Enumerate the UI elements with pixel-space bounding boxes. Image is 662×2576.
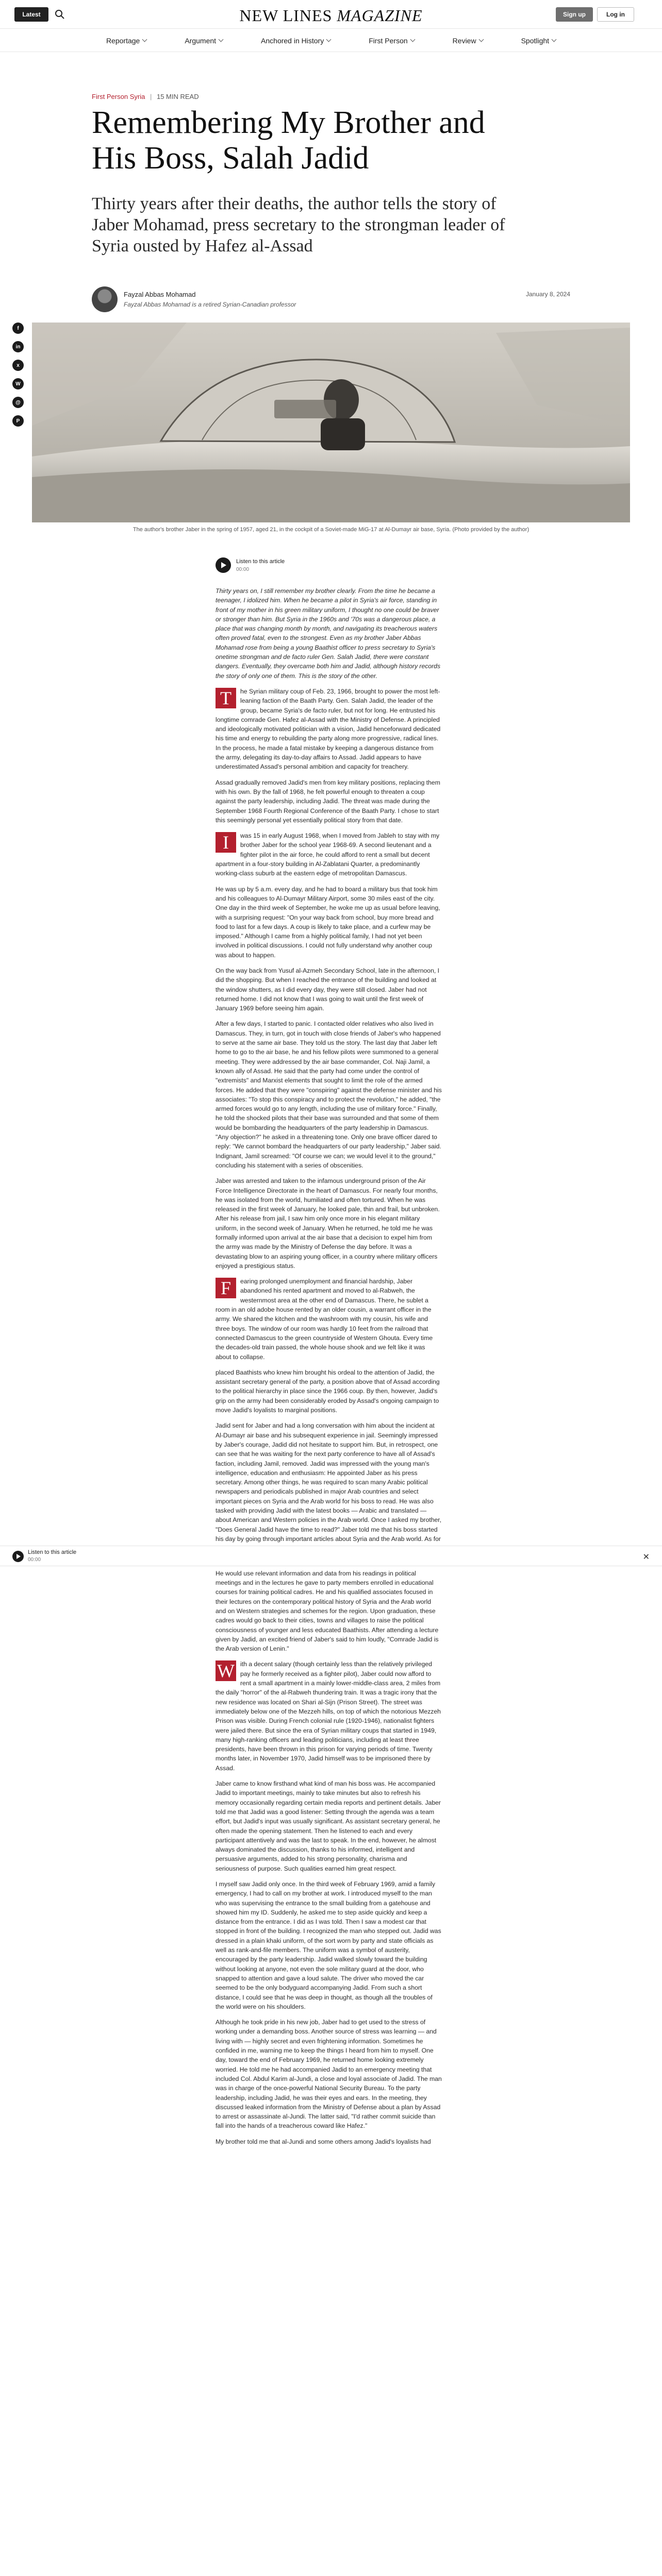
article-paragraph: placed Baathists who knew him brought his ordeal to the attention of Jadid, the assistant secretary general of the party, a position above that of Assad according to the political hierarchy in place since the 1966 coup. By then, however, Jadid's grip on the army had been considerably eroded by Assad's ongoing campaign to move Jadid's loyalists to marginal positions. [216,1368,440,1414]
article-paragraph: Although he took pride in his new job, Jaber had to get used to the stress of working under a demanding boss. Another source of stress was learning — and living with — highly secret and even frightening information. Sometimes he confided in me, warning me to keep the things I heard from him to myself. One day, toward the end of February 1969, he returned home looking extremely worried. He told me he had accompanied Jadid to an emergency meeting that included Col. Abdul Karim al-Jundi, a close and loyal associate of Jadid. The man was in charge of the once-powerful National Security Bureau. To the party leadership, including Jadid, he was their eyes and ears. In the meeting, they discussed leaked information from the Ministry of Defense about a plan by Assad to arrest or assassinate al-Jundi. The latter said, "I'd rather commit suicide than fall into the hands of a treacherous coward like Hafez." [216,2019,442,2130]
article-paragraph: Jaber was arrested and taken to the infamous underground prison of the Air Force Intelligence Directorate in the heart of Damascus. For nearly four months, he was isolated from the world, humiliated and often tortured. When he was released in the first week of January, he looked pale, thin and frail, but unbroken. After his release from jail, I saw him only once more in his elegant military uniform, in the second week of January. When he returned, he told me he was formally informed upon arrival at the air base that a decision to expel him from the army was made by the Ministry of Defense the day before. It was a devastating blow to an aspiring young officer, in a country where military officers enjoyed a prestigious status. [216,1177,440,1269]
kicker-separator: | [150,93,152,100]
paragraph-text: earing prolonged unemployment and financial hardship, Jaber abandoned his rented apartment and moved to al-Rabweh, the westernmost area at the other end of Damascus. There, he sublet a room in an old adobe house rented by an older cousin, a warrant officer in the army. We shared the kitchen and the washroom with my cousin, his wife and three boys. The window of our room was hardly 10 feet from the railroad that connected Damascus to the green countryside of Western Ghouta. Every time the decades-old train passed, the whole house shook and we felt like it was about to collapse. [216,1278,433,1361]
site-logo[interactable]: NEW LINES MAGAZINE [239,6,423,25]
facebook-icon[interactable]: f [12,323,24,334]
chevron-down-icon [326,37,332,42]
article-paragraph: He was up by 5 a.m. every day, and he had to board a military bus that took him and his colleagues to Al-Dumayr Military Airport, some 30 miles east of the city. One day in the third week of September, he woke me up as usual before leaving, with a surprising request: "On your way back from school, buy more bread and food to last for a few days. A coup is likely to take place, and a curfew may be imposed." Although I came from a highly political family, I had not yet been involved in political discussions. I could not fully understand why another coup was about to happen. [216,885,440,959]
drop-cap: W [216,1660,236,1681]
play-icon[interactable] [216,557,231,573]
sticky-audio-bar [0,1546,662,1566]
article-title: Remembering My Brother and His Boss, Salah Jadid [92,105,485,176]
article-paragraph: Jadid sent for Jaber and had a long conversation with him about the incident at Al-Dumayr air base and his subsequent experience in jail. Seemingly impressed by Jaber's courage, Jadid did not hesitate to support him. But, in retrospect, one can see that he was waiting for the next party conference to have all of Assad's faction, including Jamil, removed. Jadid was impressed with the young man's intelligence, education and enthusiasm: He appointed Jaber as his press secretary. Among other things, he was required to scan many Arabic political newspapers and periodicals published in major Arab countries and select important pieces on Syria and the Arab world for his boss to read. He was also tasked with providing Jadid with the latest books — Arabic and translated — about American and Western policies in the Arab world. Once I asked my brother, "Does General Jadid have the time to read?" Jaber told me that his boss started his day by going through important articles about Syria and the Arab world. As for [216,1422,442,1543]
article-paragraph: My brother told me that al-Jundi and some others among Jadid's loyalists had [216,2138,431,2145]
drop-cap: T [216,688,236,708]
article-paragraph: After a few days, I started to panic. I contacted older relatives who also lived in Damascus. They, in turn, got in touch with close friends of Jaber's who happened to serve at the same air base. They told us the story. The last day that Jaber left home to go to the air base, he and his fellow pilots were summoned to a general meeting. They were addressed by the air base commander, Col. Naji Jamil, a known ally of Assad. He said that the party had come under the control of "extremists" and Marxist elements that sought to limit the role of the armed forces. He added that they were "conspiring" against the defense minister and his associates: "To stop this conspiracy and to protect the revolution," he added, "the armed forces would go to any length, including the use of military force." Finally, he told the shocked pilots that their base was surrounded and that some of them would be bombarding the headquarters of the party leadership in Damascus. "Any objection?" he asked in a threatening tone. Only one brave officer dared to reply: "We cannot bombard the headquarters of our party leadership," Jaber said. Indignant, Jamil screamed: "Of course we can; we would level it to the ground," concluding his statement with a series of obscenities. [216,1020,442,1169]
article-body [216,586,442,2153]
chevron-down-icon [219,37,224,42]
nav-item-review[interactable]: Review [453,37,483,45]
hero-photo-illustration [32,323,630,522]
nav-item-anchored-in-history[interactable]: Anchored in History [261,37,330,45]
article-paragraph: Assad gradually removed Jadid's men from key military positions, replacing them with his own. By the fall of 1968, he felt powerful enough to threaten a coup against the party leadership, including Jadid. The threat was made during the September 1968 Fourth Regional Conference of the Baath Party. I chose to start this seemingly personal yet essentially political story from that date. [216,778,440,824]
paragraph-text: was 15 in early August 1968, when I moved from Jableh to stay with my brother Jaber for the school year 1968-69. A second lieutenant and a fighter pilot in the air force, he could afford to rent a small but decent apartment in a four-story building in Al-Zablatani Quarter, a predominantly working-class suburb at the eastern edge of metropolitan Damascus. [216,832,440,877]
article-paragraph [216,831,442,878]
article-paragraph: On the way back from Yusuf al-Azmeh Secondary School, late in the afternoon, I did the shopping. But when I reached the entrance of the building and looked at the window shutters, as I did every day, they were still closed. Jaber had not returned home. I did not know that I was going to wait until the first week of January 1969 before seeing him again. [216,967,440,1012]
drop-cap: F [216,1278,236,1298]
x-twitter-icon[interactable]: x [12,360,24,371]
section-link[interactable]: First Person [92,93,128,100]
chevron-down-icon [552,37,557,42]
article-paragraph: He would use relevant information and data from his readings in political meetings and in the lectures he gave to party members enrolled in educational courses for training political cadres. He and his qualified associates focused in their lectures on the contemporary political history of Syria and the Arab world and on Western strategies and schemes for the region. Upon graduation, these cadres would go back to their cities, towns and villages to raise the political consciousness of younger and less educated Baathists. After attending a lecture given by Jadid, an excited friend of Jaber's said to him loudly, "Comrade Jadid is the Arab version of Lenin." [216,1569,439,1653]
drop-cap: I [216,832,236,853]
read-time: 15 MIN READ [156,93,199,100]
hero-caption: The author's brother Jaber in the spring of 1957, aged 21, in the cockpit of a Soviet-made MiG-17 at Al-Dumayr air base, Syria. (Photo provided by the author) [133,527,529,533]
play-icon[interactable] [12,1551,24,1562]
audio-player [216,555,442,576]
main-nav [0,29,662,52]
audio-time: 00:00 [236,567,250,572]
avatar [92,286,118,312]
chevron-down-icon [478,37,484,42]
nav-item-argument[interactable]: Argument [185,37,223,45]
author-bio: Fayzal Abbas Mohamad is a retired Syrian-Canadian professor [124,301,296,308]
region-link[interactable]: Syria [129,93,145,100]
article-subtitle: Thirty years after their deaths, the author tells the story of Jaber Mohamad, press secretary to the strongman leader of Syria ousted by Hafez al-Assad [92,194,505,256]
article-paragraph: I myself saw Jadid only once. In the third week of February 1969, amid a family emergency, I had to call on my brother at work. I introduced myself to the man who was supervising the entrance to the small building from a gatehouse and showed him my ID. Suddenly, he asked me to step aside quickly and keep a distance from the entrance. I did as I was told. Then I saw a modest car that stopped in front of the building. I recognized the man who stepped out. Jadid was dressed in a plain khaki uniform, of the sort worn by party and state officials as well as rank-and-file members. The uniform was a symbol of austerity, encouraged by the party leadership. Jadid walked slowly toward the building without looking at anyone, not even the sole military guard at the door, who snapped to attention and gave a loud salute. The driver who moved the car seemed to be the only bodyguard accompanying Jadid. From such a short distance, I could see that he was deep in thought, as though all the troubles of the world were on his shoulders. [216,1880,441,2010]
linkedin-icon[interactable]: in [12,341,24,352]
sticky-audio-time: 00:00 [28,1557,41,1563]
sticky-audio-label: Listen to this article [28,1549,77,1555]
article-intro: Thirty years on, I still remember my brother clearly. From the time he became a teenager, I idolized him. When he became a pilot in Syria's air force, standing in front of my mother in his green military uniform, I thought no one could be braver or stronger than him. But Syria in the 1960s and '70s was a dangerous place, a place that was changing month by month, and navigating its treacherous waters often proved fatal, even to the strongest. Even as my brother Jaber Abbas Mohamad rose from being a young Baathist officer to press secretary to Syria's onetime strongman and de facto ruler Gen. Salah Jadid, there were constant dangers. Eventually, they overcame both him and Jadid, although history records the story of only one of them. This is the story of the other. [216,587,441,680]
nav-item-spotlight[interactable]: Spotlight [521,37,556,45]
author-row [92,284,570,315]
top-bar [0,0,662,29]
latest-button[interactable]: Latest [14,7,48,22]
audio-label: Listen to this article [236,558,285,565]
close-icon[interactable]: ✕ [642,1553,650,1562]
email-icon[interactable]: @ [12,397,24,408]
share-rail [12,323,27,434]
print-icon[interactable]: P [12,415,24,427]
signup-button[interactable]: Sign up [556,7,593,22]
article-kicker [92,93,199,100]
search-icon[interactable] [54,8,66,21]
nav-item-first-person[interactable]: First Person [369,37,414,45]
article-paragraph: Jaber came to know firsthand what kind of man his boss was. He accompanied Jadid to important meetings, mainly to take minutes but also to refresh his memory occasionally regarding certain media reports and pertinent details. Jaber told me that Jadid was a good listener: Setting through the agenda was a team effort, but Jadid's input was usually significant. As assistant secretary general, he often made the opening statement. Then he listened to each and every participant attentively and was the last to speak. In the end, however, he almost always dominated the discussion, thanks to his informed, intelligent and persuasive arguments, added to his strong personality, charisma and seriousness of purpose. Such qualities earned him great respect. [216,1780,441,1872]
nav-item-reportage[interactable]: Reportage [106,37,146,45]
article-paragraph [216,1277,442,1362]
publish-date: January 8, 2024 [525,291,570,298]
paragraph-text: he Syrian military coup of Feb. 23, 1966, brought to power the most left-leaning faction of the Baath Party. Gen. Salah Jadid, the leader of the group, became Syria's de facto ruler, but not for long. He entrusted his longtime comrade Gen. Hafez al-Assad with the Ministry of Defense. A principled and ideologically motivated politician with a vision, Jadid henceforward dedicated his time and energy to rebuilding the party along more progressive, radical lines. In the process, he made a fatal mistake by keeping a dangerous distance from the army, delegating its day-to-day affairs to Assad. Jadid appears to have underestimated Assad's personal ambition and capacity for treachery. [216,687,441,771]
paragraph-text: ith a decent salary (though certainly less than the relatively privileged pay he formerly received as a fighter pilot), Jaber could now afford to rent a small apartment in a mainly lower-middle-class area, 2 miles from the daily "horror" of the al-Rabweh thundering train. It was a tragic irony that the new residence was located on Shari al-Sijn (Prison Street). The street was immediately below one of the Mezzeh hills, on top of which the notorious Mezzeh Prison was visible. During French colonial rule (1920-1946), nationalist fighters were jailed there. But since the era of Syrian military coups that started in 1949, many high-ranking officers and leading politicians, including at least three presidents, have been thrown in this prison for varying periods of time. Twenty months later, in November 1970, Jadid himself was to be imprisoned there by Assad. [216,1660,441,1772]
hero-image [32,323,630,522]
login-button[interactable]: Log in [597,7,634,22]
author-name[interactable]: Fayzal Abbas Mohamad [124,291,196,298]
chevron-down-icon [410,37,415,42]
article-paragraph [216,687,442,772]
whatsapp-icon[interactable]: W [12,378,24,389]
chevron-down-icon [142,37,147,42]
article-paragraph [216,1659,442,1773]
